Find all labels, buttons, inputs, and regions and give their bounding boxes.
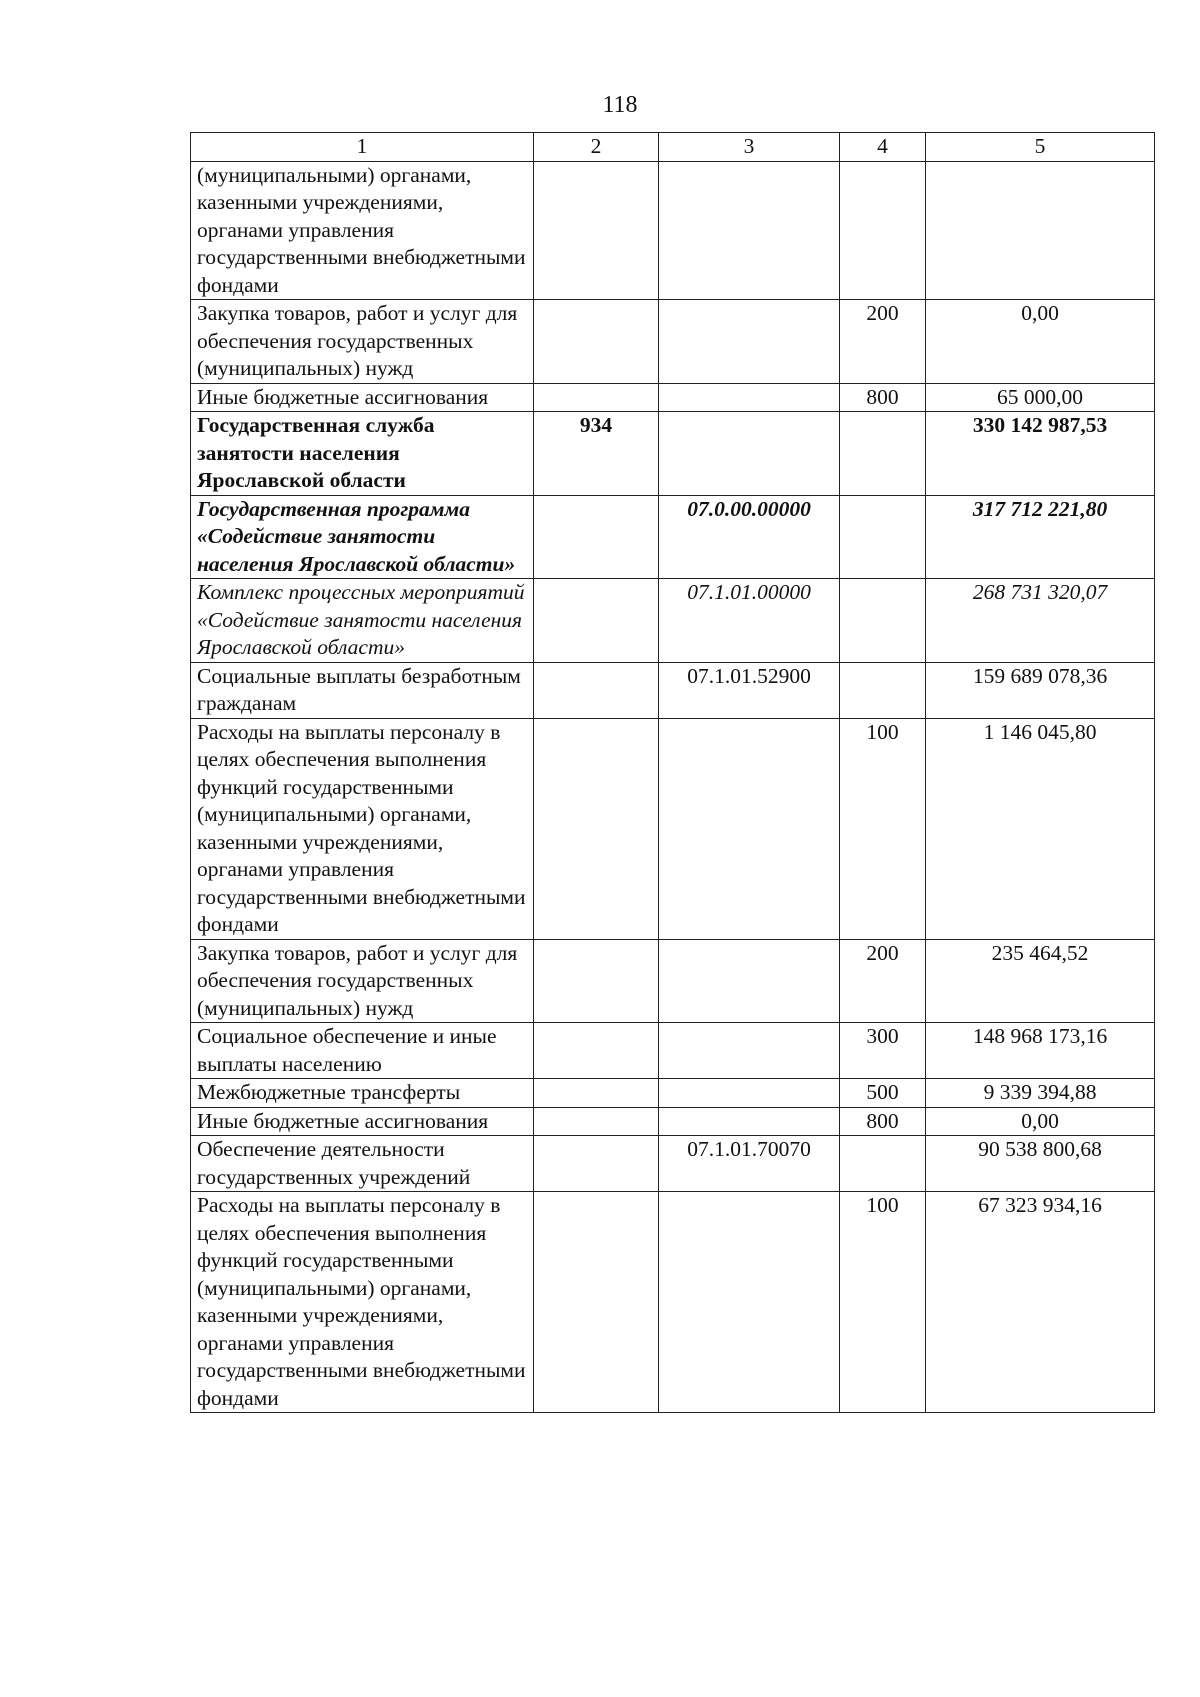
row-code-3 [659, 718, 840, 939]
row-amount: 317 712 221,80 [926, 495, 1155, 579]
row-description: Комплекс процессных мероприятий «Содействие занятости населения Ярославской области» [191, 579, 534, 663]
row-code-3 [659, 1192, 840, 1413]
row-description: Закупка товаров, работ и услуг для обеспечения государственных (муниципальных) нужд [191, 300, 534, 384]
table-row [191, 1107, 1155, 1136]
row-code-4 [840, 161, 926, 300]
table-row [191, 662, 1155, 718]
row-code-3: 07.1.01.52900 [659, 662, 840, 718]
table-row [191, 383, 1155, 412]
row-description: Расходы на выплаты персоналу в целях обеспечения выполнения функций государственными (муниципальными) органами, казенными учреждениями, органами управления государственными внебюджетными фондами [191, 718, 534, 939]
row-code-2 [534, 1023, 659, 1079]
table-row [191, 300, 1155, 384]
row-code-2 [534, 161, 659, 300]
row-code-3 [659, 939, 840, 1023]
row-amount [926, 161, 1155, 300]
row-code-3 [659, 383, 840, 412]
row-code-4: 300 [840, 1023, 926, 1079]
row-description: Межбюджетные трансферты [191, 1079, 534, 1108]
row-description: Социальные выплаты безработным гражданам [191, 662, 534, 718]
table-row [191, 1136, 1155, 1192]
row-description: Социальное обеспечение и иные выплаты населению [191, 1023, 534, 1079]
table-row [191, 1192, 1155, 1413]
row-code-2: 934 [534, 412, 659, 496]
row-code-2 [534, 383, 659, 412]
row-amount: 90 538 800,68 [926, 1136, 1155, 1192]
table-row [191, 495, 1155, 579]
row-code-4 [840, 579, 926, 663]
row-code-3 [659, 1079, 840, 1108]
row-description: Государственная программа «Содействие занятости населения Ярославской области» [191, 495, 534, 579]
row-amount: 0,00 [926, 300, 1155, 384]
row-amount: 67 323 934,16 [926, 1192, 1155, 1413]
row-code-4: 200 [840, 300, 926, 384]
row-code-4 [840, 495, 926, 579]
table-row [191, 412, 1155, 496]
row-code-2 [534, 718, 659, 939]
row-description: Расходы на выплаты персоналу в целях обеспечения выполнения функций государственными (муниципальными) органами, казенными учреждениями, органами управления государственными внебюджетными фондами [191, 1192, 534, 1413]
table-row [191, 939, 1155, 1023]
row-code-2 [534, 939, 659, 1023]
row-code-2 [534, 1079, 659, 1108]
row-code-4 [840, 662, 926, 718]
header-cell-2: 2 [534, 133, 659, 162]
row-code-3: 07.1.01.70070 [659, 1136, 840, 1192]
table-row [191, 1023, 1155, 1079]
header-cell-1: 1 [191, 133, 534, 162]
row-code-3: 07.0.00.00000 [659, 495, 840, 579]
table-row [191, 718, 1155, 939]
budget-table [190, 132, 1155, 1413]
row-amount: 268 731 320,07 [926, 579, 1155, 663]
row-code-2 [534, 1192, 659, 1413]
row-code-4 [840, 1136, 926, 1192]
page-number: 118 [602, 92, 638, 118]
row-code-4 [840, 412, 926, 496]
header-cell-4: 4 [840, 133, 926, 162]
row-code-2 [534, 579, 659, 663]
header-cell-5: 5 [926, 133, 1155, 162]
row-amount: 0,00 [926, 1107, 1155, 1136]
row-code-2 [534, 495, 659, 579]
row-amount: 1 146 045,80 [926, 718, 1155, 939]
row-amount: 159 689 078,36 [926, 662, 1155, 718]
table-row [191, 1079, 1155, 1108]
row-description: Закупка товаров, работ и услуг для обеспечения государственных (муниципальных) нужд [191, 939, 534, 1023]
row-amount: 235 464,52 [926, 939, 1155, 1023]
row-code-3 [659, 412, 840, 496]
row-code-3 [659, 161, 840, 300]
row-description: Обеспечение деятельности государственных учреждений [191, 1136, 534, 1192]
row-description: Иные бюджетные ассигнования [191, 383, 534, 412]
row-description: (муниципальными) органами, казенными учреждениями, органами управления государственными внебюджетными фондами [191, 161, 534, 300]
row-code-4: 100 [840, 1192, 926, 1413]
row-code-2 [534, 662, 659, 718]
row-code-4: 800 [840, 1107, 926, 1136]
row-code-3: 07.1.01.00000 [659, 579, 840, 663]
row-code-4: 200 [840, 939, 926, 1023]
row-code-4: 800 [840, 383, 926, 412]
header-cell-3: 3 [659, 133, 840, 162]
row-code-4: 500 [840, 1079, 926, 1108]
row-description: Государственная служба занятости населения Ярославской области [191, 412, 534, 496]
table-row [191, 579, 1155, 663]
row-code-3 [659, 1107, 840, 1136]
row-amount: 65 000,00 [926, 383, 1155, 412]
row-amount: 330 142 987,53 [926, 412, 1155, 496]
header-row [191, 133, 1155, 162]
row-amount: 9 339 394,88 [926, 1079, 1155, 1108]
row-code-2 [534, 1136, 659, 1192]
row-code-4: 100 [840, 718, 926, 939]
table-row [191, 161, 1155, 300]
row-code-3 [659, 300, 840, 384]
row-description: Иные бюджетные ассигнования [191, 1107, 534, 1136]
row-amount: 148 968 173,16 [926, 1023, 1155, 1079]
row-code-3 [659, 1023, 840, 1079]
row-code-2 [534, 300, 659, 384]
row-code-2 [534, 1107, 659, 1136]
